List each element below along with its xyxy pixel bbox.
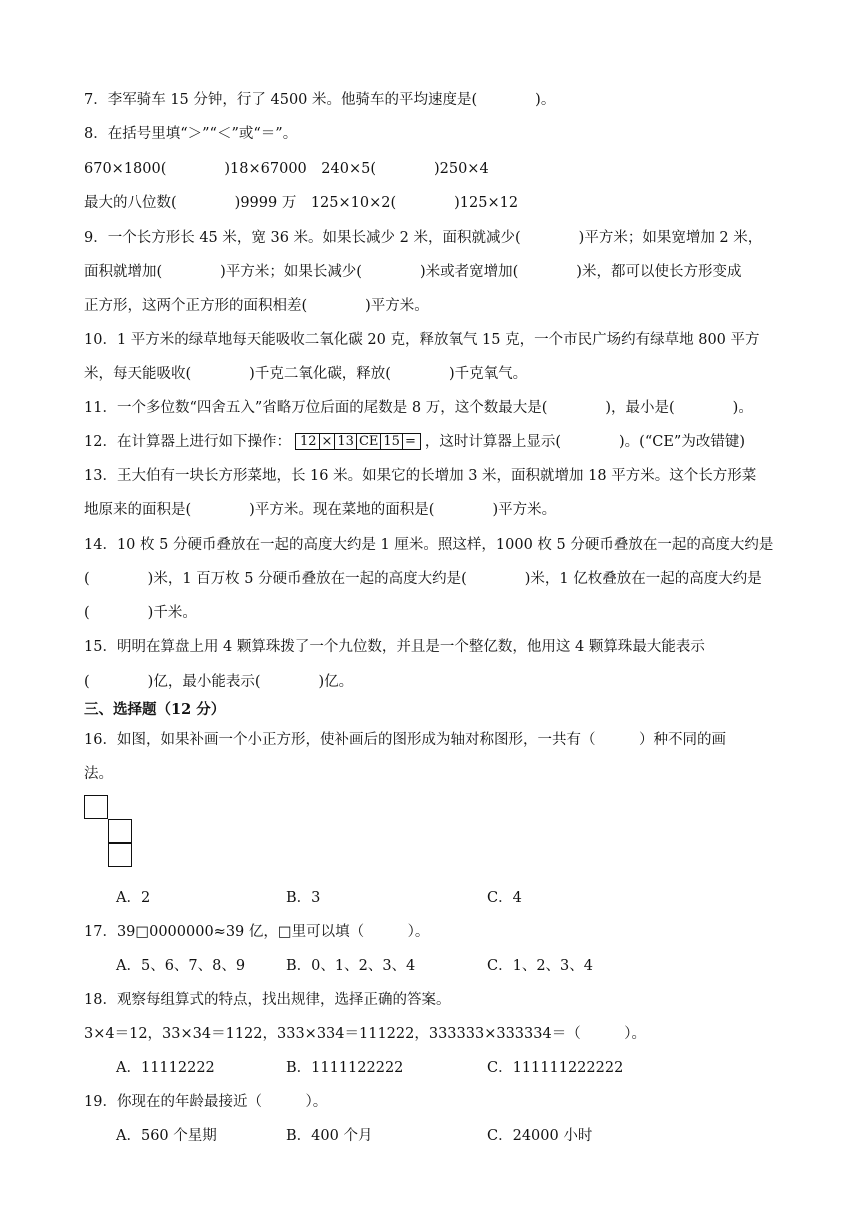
question-17: 17．39□0000000≈39 亿，□里可以填（ ）。	[84, 924, 430, 940]
question-7: 7．李军骑车 15 分钟，行了 4500 米。他骑车的平均速度是( )。	[84, 92, 556, 108]
option-a[interactable]: A．560 个星期	[116, 1128, 217, 1144]
question-12-suffix: ，这时计算器上显示( )。(“CE”为改错键)	[424, 434, 745, 450]
question-18: 18．观察每组算式的特点，找出规律，选择正确的答案。	[84, 992, 451, 1008]
option-a[interactable]: A．11112222	[116, 1060, 215, 1076]
option-a[interactable]: A．5、6、7、8、9	[116, 958, 246, 974]
calculator-key-sequence	[295, 433, 421, 450]
question-15-line-1: 15．明明在算盘上用 4 颗算珠拨了一个九位数，并且是一个整亿数，他用这 4 颗算珠最大能表示	[84, 639, 705, 655]
question-10-line-1: 10．1 平方米的绿草地每天能吸收二氧化碳 20 克，释放氧气 15 克，一个市民广场约有绿草地 800 平方	[84, 332, 760, 348]
option-b[interactable]: B．1111122222	[286, 1060, 404, 1076]
option-b[interactable]: B．0、1、2、3、4	[286, 958, 416, 974]
question-8: 8．在括号里填“＞”“＜”或“＝”。	[84, 126, 298, 142]
question-8-row-1: 670×1800( )18×67000 240×5( )250×4	[84, 161, 489, 177]
question-12-prefix: 12．在计算器上进行如下操作：	[84, 434, 291, 450]
calc-key: 13	[334, 434, 356, 449]
question-18-equations: 3×4＝12，33×34＝1122，333×334＝111222，333333×333334＝（ ）。	[84, 1026, 646, 1042]
calc-key: 12	[299, 434, 317, 449]
calc-key: CE	[356, 434, 380, 449]
option-a[interactable]: A．2	[116, 890, 151, 906]
calc-key: ×	[319, 434, 335, 449]
question-9-line-3: 正方形，这两个正方形的面积相差( )平方米。	[84, 298, 429, 314]
question-16-line-2: 法。	[84, 766, 113, 782]
option-c[interactable]: C．24000 小时	[487, 1128, 593, 1144]
question-14-line-1: 14．10 枚 5 分硬币叠放在一起的高度大约是 1 厘米。照这样，1000 枚 5 分硬币叠放在一起的高度大约是	[84, 537, 774, 553]
question-9-line-1: 9．一个长方形长 45 米，宽 36 米。如果长减少 2 米，面积就减少( )平方米；如果宽增加 2 米，	[84, 230, 763, 246]
figure-square	[108, 843, 132, 867]
calc-key: =	[402, 434, 418, 449]
option-b[interactable]: B．400 个月	[286, 1128, 373, 1144]
question-11: 11．一个多位数“四舍五入”省略万位后面的尾数是 8 万，这个数最大是( )，最小是( )。	[84, 400, 753, 416]
option-c[interactable]: C．4	[487, 890, 522, 906]
question-15-line-2: ( )亿，最小能表示( )亿。	[84, 674, 354, 690]
calc-key: 15	[380, 434, 402, 449]
question-13-line-1: 13．王大伯有一块长方形菜地，长 16 米。如果它的长增加 3 米，面积就增加 18 平方米。这个长方形菜	[84, 468, 757, 484]
figure-square	[108, 819, 132, 843]
figure-square	[84, 795, 108, 819]
question-16-line-1: 16．如图，如果补画一个小正方形，使补画后的图形成为轴对称图形，一共有（ ）种不同的画	[84, 732, 726, 748]
question-14-line-2: ( )米，1 百万枚 5 分硬币叠放在一起的高度大约是( )米，1 亿枚叠放在一起的高度大约是	[84, 571, 762, 587]
option-b[interactable]: B．3	[286, 890, 321, 906]
question-14-line-3: ( )千米。	[84, 605, 197, 621]
question-13-line-2: 地原来的面积是( )平方米。现在菜地的面积是( )平方米。	[84, 502, 557, 518]
section-heading: 三、选择题（12 分）	[84, 701, 226, 718]
question-19: 19．你现在的年龄最接近（ ）。	[84, 1094, 328, 1110]
option-c[interactable]: C．1、2、3、4	[487, 958, 593, 974]
question-8-row-2: 最大的八位数( )9999 万 125×10×2( )125×12	[84, 195, 519, 211]
question-10-line-2: 米，每天能吸收( )千克二氧化碳，释放( )千克氧气。	[84, 366, 528, 382]
question-12	[84, 432, 745, 452]
question-9-line-2: 面积就增加( )平方米；如果长减少( )米或者宽增加( )米，都可以使长方形变成	[84, 264, 742, 280]
option-c[interactable]: C．111111222222	[487, 1060, 624, 1076]
